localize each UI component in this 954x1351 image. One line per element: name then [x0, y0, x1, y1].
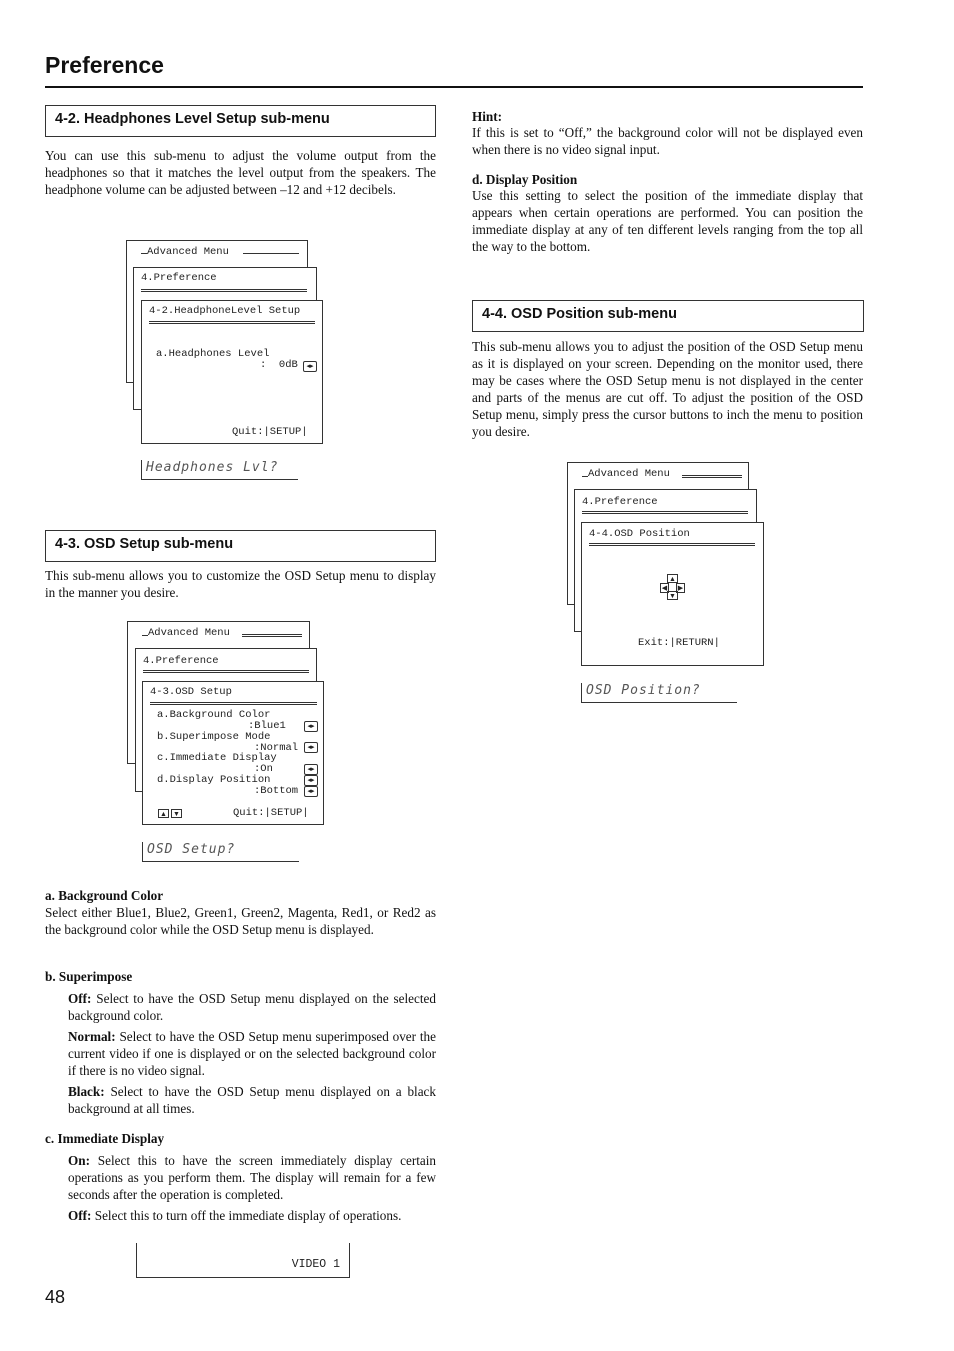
- hint-heading: Hint:: [472, 109, 503, 124]
- osd-advanced-title: Advanced Menu: [588, 468, 670, 480]
- immediate-off-text: [68, 1207, 436, 1224]
- title-rule: [45, 86, 863, 88]
- osd-preference-title: 4.Preference: [582, 496, 658, 508]
- section-4-2-body: You can use this sub-menu to adjust the volume output from the headphones so that it matches the level output from the speakers. The headphone volume can be adjusted between –12 and +12 decibels.: [45, 148, 436, 197]
- osd-submenu-title: 4-4.OSD Position: [589, 528, 690, 540]
- osd-item-value: :Blue1: [248, 720, 286, 732]
- option-label: Off:: [68, 991, 92, 1006]
- osd-item-label: a.Background Color: [157, 709, 271, 721]
- osd-item-label: b.Superimpose Mode: [157, 731, 271, 743]
- down-arrow-icon: ▼: [667, 591, 678, 600]
- display-position-heading: d. Display Position: [472, 172, 578, 187]
- left-right-arrows-icon: ◂▸: [304, 721, 318, 732]
- immediate-on-text: [68, 1152, 436, 1203]
- osd-quit-label: Quit:|SETUP|: [232, 426, 308, 438]
- osd-preference-title: 4.Preference: [143, 655, 219, 667]
- up-arrow-icon: ▲: [158, 809, 169, 818]
- lcd-display-headphones: Headphones Lvl?: [141, 460, 298, 480]
- osd-item-value: :Bottom: [254, 785, 299, 797]
- left-right-arrows-icon: ◂▸: [304, 764, 318, 775]
- section-4-3-body: This sub-menu allows you to customize the OSD Setup menu to display in the manner you desire.: [45, 568, 436, 600]
- option-label: Normal:: [68, 1029, 116, 1044]
- superimpose-normal-text: [68, 1028, 436, 1079]
- page-title: Preference: [45, 52, 164, 78]
- option-desc: Select to have the OSD Setup menu superimposed over the current video if one is displayed or on the selected background color if there is no video signal.: [68, 1029, 437, 1078]
- osd-advanced-title: Advanced Menu: [147, 246, 229, 258]
- osd-headphone-level-panel: [141, 300, 323, 444]
- left-right-arrows-icon: ◂▸: [303, 361, 317, 372]
- superimpose-off-text: [68, 990, 436, 1024]
- option-desc: Select this to turn off the immediate display of operations.: [94, 1208, 402, 1223]
- osd-item-label: d.Display Position: [157, 774, 271, 786]
- lcd-display-osd-position: OSD Position?: [581, 683, 737, 703]
- osd-item-label: c.Immediate Display: [157, 752, 277, 764]
- section-heading-4-2: 4-2. Headphones Level Setup sub-menu: [45, 105, 436, 137]
- osd-submenu-title: 4-3.OSD Setup: [150, 686, 232, 698]
- osd-item-value: :Normal: [254, 742, 299, 754]
- lcd-display-osd-setup: OSD Setup?: [142, 842, 299, 862]
- display-position-body: Use this setting to select the position of the immediate display that appears when certain operations are performed. You can position the immediate display at any of ten different levels ranging from the top all the way to the bottom.: [472, 188, 863, 254]
- osd-headphones-level-value: : 0dB: [260, 359, 298, 371]
- osd-item-value: :On: [254, 763, 273, 775]
- superimpose-heading: b. Superimpose: [45, 969, 133, 984]
- osd-exit-label: Exit:|RETURN|: [638, 637, 720, 649]
- osd-headphones-level-item: a.Headphones Level: [156, 348, 270, 360]
- option-label: Black:: [68, 1084, 105, 1099]
- left-right-arrows-icon: ◂▸: [304, 742, 318, 753]
- right-arrow-icon: ▶: [677, 584, 684, 592]
- option-label: On:: [68, 1153, 90, 1168]
- osd-setup-panel: [142, 681, 324, 825]
- osd-advanced-title: Advanced Menu: [148, 627, 230, 639]
- osd-position-panel: [581, 522, 764, 666]
- down-arrow-icon: ▼: [171, 809, 182, 818]
- left-right-arrows-icon: ◂▸: [304, 775, 318, 786]
- hint-body: If this is set to “Off,” the background color will not be displayed even when there is no video signal input.: [472, 125, 863, 157]
- left-right-arrows-icon: ◂▸: [304, 786, 318, 797]
- option-label: Off:: [68, 1208, 92, 1223]
- left-arrow-icon: ◀: [661, 584, 668, 592]
- background-color-heading: a. Background Color: [45, 888, 164, 903]
- osd-submenu-title: 4-2.HeadphoneLevel Setup: [149, 305, 301, 317]
- section-4-4-body: This sub-menu allows you to adjust the position of the OSD Setup menu as it is displayed on your screen. Depending on the monitor used, there may be cases where the OSD Setup menu is not displayed in the center and parts of the menus are cut off. To adjust the position of the OSD Setup menu, simply press the cursor buttons to inch the menu to position you desire.: [472, 339, 863, 439]
- background-color-body: Select either Blue1, Blue2, Green1, Green2, Magenta, Red1, or Red2 as the background color while the OSD Setup menu is displayed.: [45, 905, 436, 937]
- section-heading-4-4: 4-4. OSD Position sub-menu: [472, 300, 864, 332]
- osd-quit-label: Quit:|SETUP|: [233, 807, 309, 819]
- page-number: 48: [45, 1287, 66, 1307]
- section-heading-4-3: 4-3. OSD Setup sub-menu: [45, 530, 436, 562]
- option-desc: Select this to have the screen immediately display certain operations as you perform them. The display will remain for a few seconds after the operation is completed.: [68, 1153, 437, 1202]
- immediate-display-heading: c. Immediate Display: [45, 1131, 165, 1146]
- osd-preference-title: 4.Preference: [141, 272, 217, 284]
- superimpose-black-text: [68, 1083, 436, 1117]
- video-input-label: VIDEO 1: [291, 1258, 340, 1271]
- option-desc: Select to have the OSD Setup menu displayed on the selected background color.: [68, 991, 436, 1023]
- option-desc: Select to have the OSD Setup menu displayed on a black background at all times.: [68, 1084, 437, 1116]
- up-arrow-icon: ▲: [667, 574, 678, 583]
- immediate-display-example-box: [136, 1243, 350, 1278]
